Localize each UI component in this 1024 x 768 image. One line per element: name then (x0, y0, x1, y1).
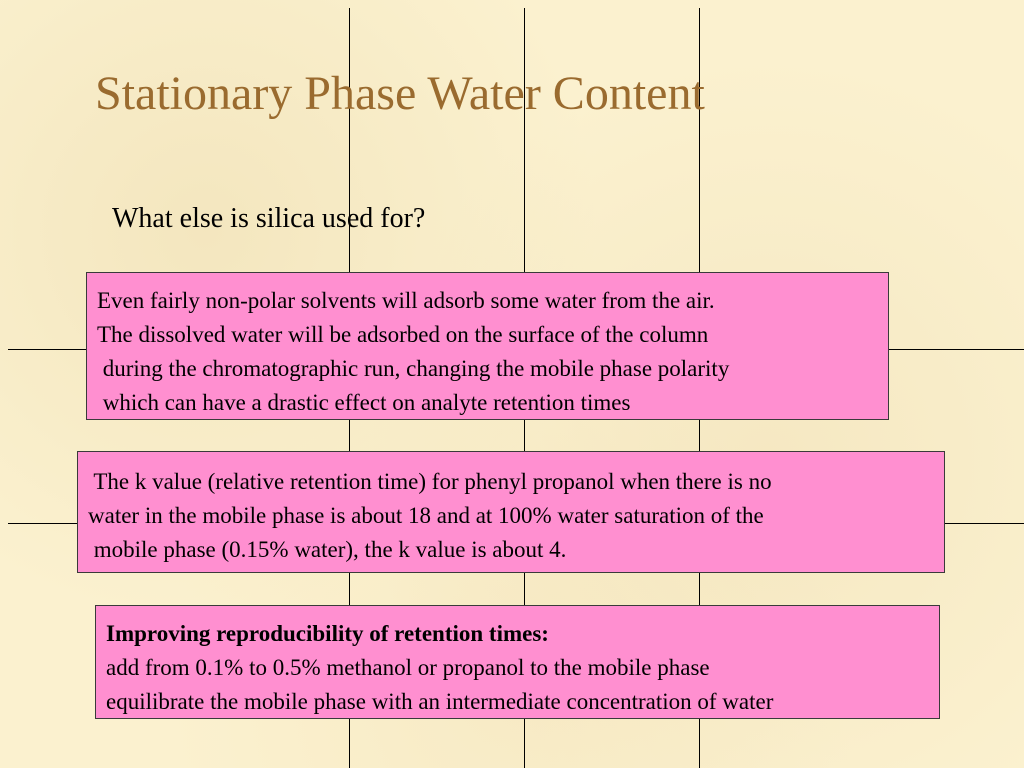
box-line: The k value (relative retention time) for phenyl propanol when there is no (88, 469, 772, 494)
box-line: mobile phase (0.15% water), the k value is about 4. (88, 537, 567, 562)
question-text: What else is silica used for? (112, 203, 426, 234)
water-adsorption-box (86, 272, 889, 420)
k-value-box (77, 451, 945, 573)
slide-title: Stationary Phase Water Content (95, 67, 705, 120)
box-line: The dissolved water will be adsorbed on the surface of the column (97, 322, 709, 347)
box-line: equilibrate the mobile phase with an intermediate concentration of water (106, 689, 774, 714)
reproducibility-box (95, 605, 940, 719)
box-heading: Improving reproducibility of retention times: (106, 621, 549, 646)
box-line: which can have a drastic effect on analyte retention times (97, 390, 631, 415)
box-line: add from 0.1% to 0.5% methanol or propanol to the mobile phase (106, 655, 710, 680)
box-line: Even fairly non-polar solvents will adsorb some water from the air. (97, 288, 715, 313)
box-line: water in the mobile phase is about 18 and at 100% water saturation of the (88, 503, 764, 528)
box-line: during the chromatographic run, changing the mobile phase polarity (97, 356, 730, 381)
